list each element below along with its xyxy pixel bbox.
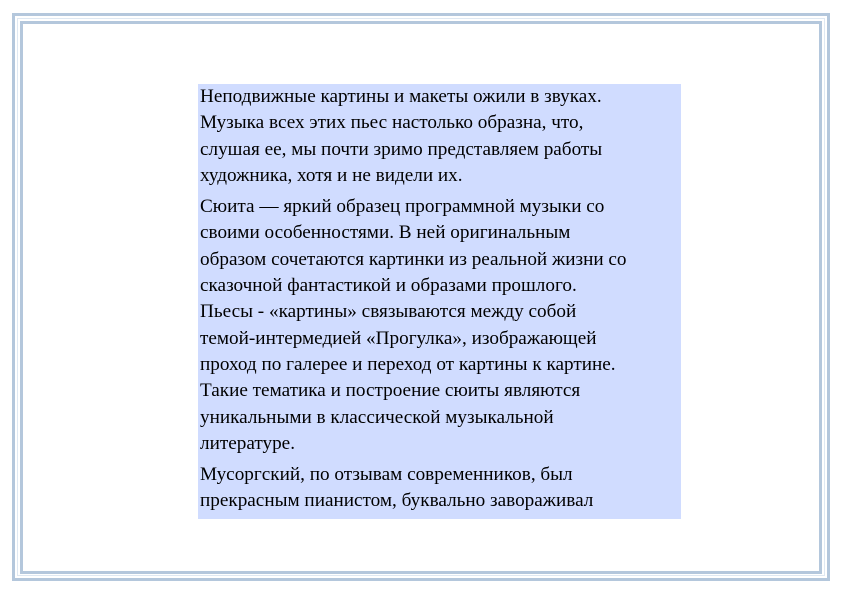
paragraph-1: Неподвижные картины и макеты ожили в звуках. Музыка всех этих пьес настолько образна, что, слушая ее, мы почти зримо представляем работы художника, хотя и не видели их. (200, 86, 603, 186)
paragraph-2: Сюита — яркий образец программной музыки со своими особенностями. В ней оригинальным образом сочетаются картинки из реальной жизни со сказочной фантастикой и образами прошлого. Пьесы - «картины» связываются между собой темой-интермедией «Прогулка», изображающей проход по галерее и переход от картины к картине. Такие тематика и построение сюиты являются уникальными в классической музыкальной литературе. (200, 196, 627, 454)
text-box (198, 84, 681, 519)
paragraph-3: Мусоргский, по отзывам современников, был прекрасным пианистом, буквально завораживал (200, 464, 594, 512)
